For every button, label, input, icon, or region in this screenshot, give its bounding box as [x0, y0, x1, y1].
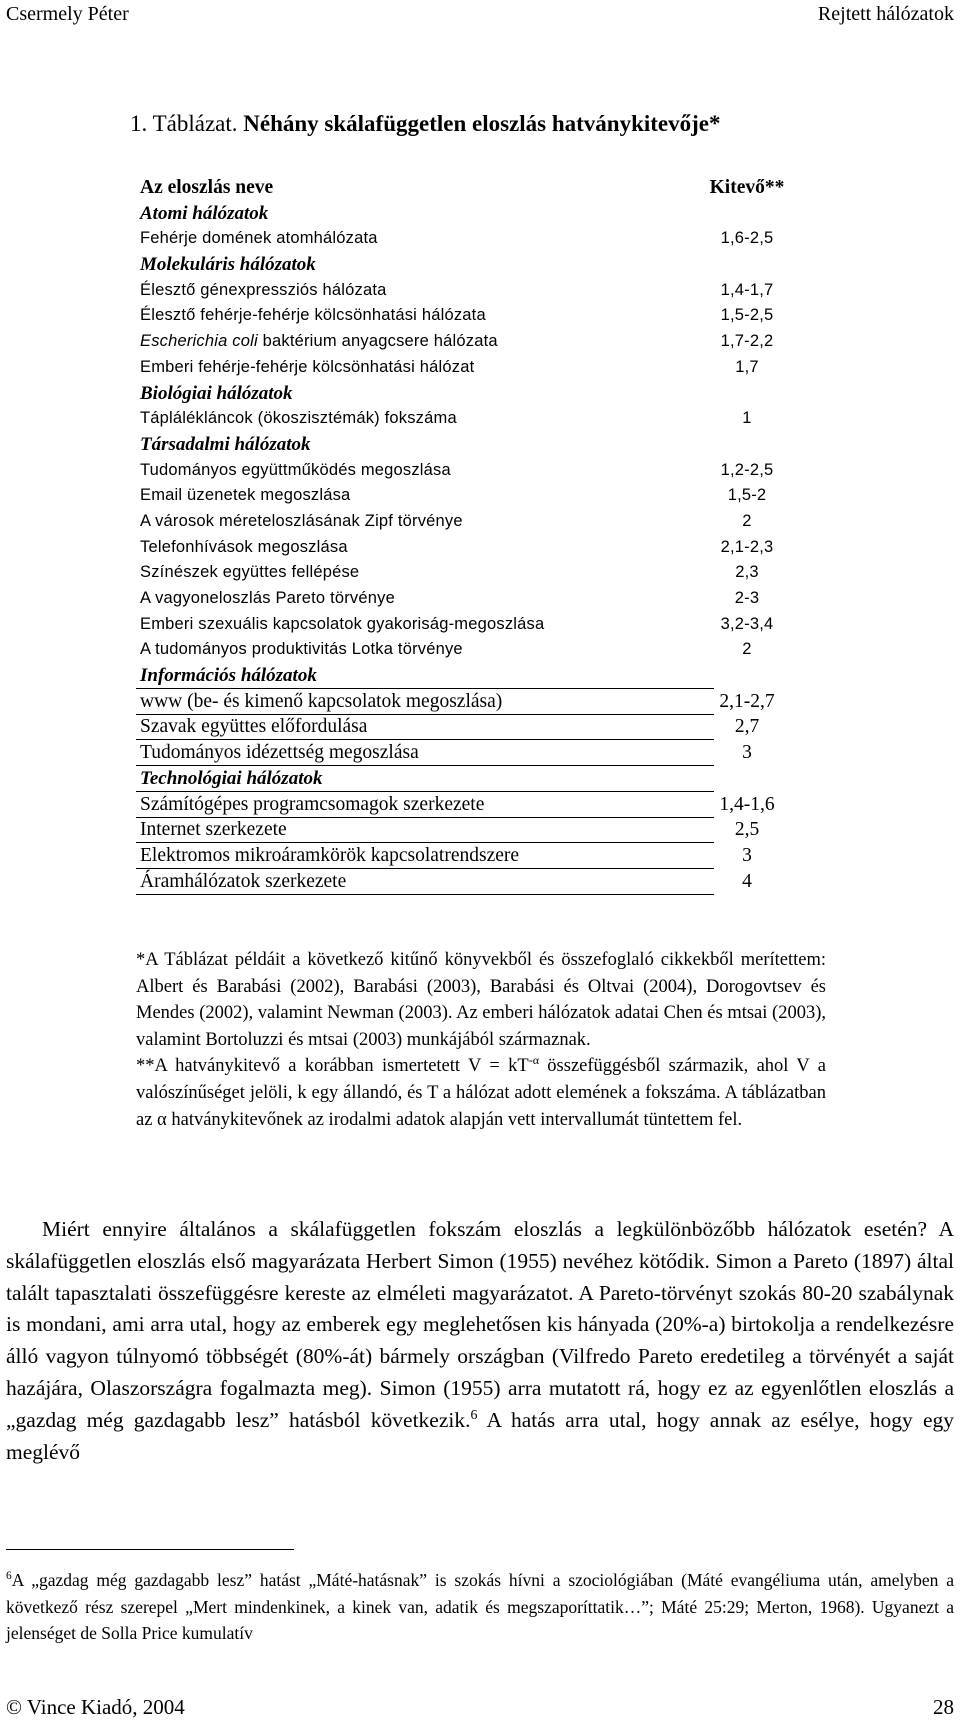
page-header-title: Rejtett hálózatok — [817, 3, 954, 25]
distribution-name: Tudományos együttműködés megoszlása — [140, 460, 451, 479]
exponent-value: 1,6-2,5 — [720, 229, 774, 248]
table-row — [136, 535, 826, 561]
distribution-name-rest: baktérium anyagcsere hálózata — [257, 332, 498, 351]
distribution-name: A városok méreteloszlásának Zipf törvénye — [140, 511, 463, 530]
category-label: Technológiai hálózatok — [140, 767, 323, 789]
exponent-value: 2,1-2,3 — [720, 537, 774, 556]
exponent-value: 2,1-2,7 — [719, 690, 775, 712]
table-row — [136, 689, 826, 715]
exponent-value: 1,4-1,6 — [719, 793, 775, 815]
distribution-name: Emberi fehérje-fehérje kölcsönhatási hálózat — [140, 357, 475, 376]
table-caption — [130, 111, 721, 137]
table-row — [136, 817, 826, 843]
distribution-name: Élesztő génexpressziós hálózata — [140, 280, 387, 299]
table-row — [136, 637, 826, 663]
note-exponent-part-a: **A hatványkitevő a korábban ismertetett V = kT — [136, 1056, 529, 1077]
footnote — [6, 1567, 954, 1647]
note-exponent-sup: -α — [528, 1053, 539, 1068]
footnote-number: 6 — [6, 1570, 12, 1583]
table-row — [136, 612, 826, 638]
table-category-row — [136, 381, 826, 407]
category-label: Információs hálózatok — [140, 665, 317, 687]
column-header-name: Az eloszlás neve — [140, 177, 274, 198]
distribution-name: Táplálékláncok (ökoszisztémák) fokszáma — [140, 409, 457, 428]
page-footer-page-number: 28 — [933, 1695, 954, 1719]
exponent-value: 2,3 — [735, 563, 759, 582]
note-exponent-part-b: összefüggésből származik, ahol V a valószínűséget jelöli, k egy állandó, és T a hálózat adott elemének a fokszáma. A táblázatban az α hatványkitevőnek az irodalmi adatok alapján vett intervallumát tüntettem fel. — [136, 1056, 826, 1130]
distribution-name: Telefonhívások megoszlása — [140, 537, 348, 556]
category-label: Atomi hálózatok — [140, 202, 269, 224]
table-category-row — [136, 432, 826, 458]
distribution-name: Tudományos idézettség megoszlása — [140, 742, 419, 764]
column-header-exponent: Kitevő** — [709, 177, 785, 198]
exponent-value: 3,2-3,4 — [720, 614, 774, 633]
distribution-name: Emberi szexuális kapcsolatok gyakoriság-megoszlása — [140, 614, 545, 633]
exponent-value: 2 — [742, 511, 752, 530]
species-name: Escherichia coli — [140, 332, 258, 351]
page-footer-publisher: © Vince Kiadó, 2004 — [6, 1695, 185, 1719]
exponent-value: 3 — [742, 844, 752, 866]
distribution-name: www (be- és kimenő kapcsolatok megoszlása) — [140, 690, 503, 712]
distribution-name: Fehérje domének atomhálózata — [140, 229, 378, 248]
distribution-name: Internet szerkezete — [140, 819, 287, 841]
row-divider — [136, 894, 714, 895]
exponent-value: 2-3 — [734, 589, 760, 607]
exponent-value: 1,2-2,5 — [720, 460, 774, 479]
table-row — [136, 869, 826, 895]
table-body — [136, 201, 826, 895]
exponent-value: 1 — [742, 409, 752, 428]
category-label: Társadalmi hálózatok — [140, 433, 311, 455]
caption-prefix: 1. Táblázat. — [130, 111, 238, 136]
exponent-value: 2 — [742, 640, 752, 659]
table-row — [136, 792, 826, 818]
table-note-exponent — [136, 1053, 826, 1133]
exponent-value: 1,7-2,2 — [720, 332, 774, 351]
footnote-text-block — [6, 1567, 954, 1647]
exponent-value: 1,5-2 — [727, 486, 767, 505]
distribution-name: Áramhálózatok szerkezete — [140, 870, 347, 892]
distribution-name: Email üzenetek megoszlása — [140, 486, 351, 505]
distribution-name: A vagyoneloszlás Pareto törvénye — [140, 589, 395, 607]
exponent-value: 4 — [742, 870, 752, 892]
distribution-name — [140, 329, 498, 355]
exponent-table — [136, 175, 826, 894]
table-category-row — [136, 766, 826, 792]
table-category-row — [136, 252, 826, 278]
table-row — [136, 303, 826, 329]
category-label: Molekuláris hálózatok — [140, 254, 316, 276]
exponent-value: 1,7 — [735, 357, 759, 376]
table-row — [136, 843, 826, 869]
page-header-author: Csermely Péter — [6, 3, 129, 25]
table-row — [136, 226, 826, 252]
table-notes — [136, 947, 826, 1133]
table-row — [136, 458, 826, 484]
caption-title: Néhány skálafüggetlen eloszlás hatványkitevője* — [243, 111, 721, 136]
distribution-name: Élesztő fehérje-fehérje kölcsönhatási hálózata — [140, 306, 486, 325]
category-label: Biológiai hálózatok — [140, 382, 293, 404]
exponent-value: 2,5 — [734, 819, 760, 841]
paragraph-part-b: A hatás arra utal, hogy annak az esélye, hogy egy meglévő — [6, 1407, 954, 1464]
body-paragraph — [6, 1214, 954, 1468]
distribution-name: Elektromos mikroáramkörök kapcsolatrendszere — [140, 844, 520, 866]
table-row — [136, 329, 826, 355]
table-category-row — [136, 201, 826, 227]
table-category-row — [136, 663, 826, 689]
paragraph-text — [6, 1214, 954, 1468]
table-row — [136, 355, 826, 381]
table-header-row — [136, 175, 826, 201]
exponent-value: 1,4-1,7 — [720, 280, 774, 299]
distribution-name: A tudományos produktivitás Lotka törvénye — [140, 640, 463, 659]
exponent-value: 3 — [742, 742, 752, 764]
table-row — [136, 406, 826, 432]
table-row — [136, 586, 826, 612]
table-row — [136, 483, 826, 509]
exponent-value: 1,5-2,5 — [720, 306, 774, 325]
table-row — [136, 560, 826, 586]
footnote-reference[interactable]: 6 — [470, 1407, 478, 1423]
distribution-name: Számítógépes programcsomagok szerkezete — [140, 793, 485, 815]
table-note-sources: *A Táblázat példáit a következő kitűnő könyvekből és összefoglaló cikkekből merítettem: Albert és Barabási (2002), Barabási (2003), Barabási és Oltvai (2004), Dorogovtsev és Mendes (2002), valamint Newman (2003). Az emberi hálózatok adatai Chen és mtsai (2003), valamint Bortoluzzi és mtsai (2003) munkájából származnak. — [136, 950, 826, 1050]
paragraph-part-a: Miért ennyire általános a skálafüggetlen fokszám eloszlás a legkülönbözőbb hálózatok esetén? A skálafüggetlen eloszlás első magyarázata Herbert Simon (1955) nevéhez kötődik. Simon a Pareto (1897) által talált tapasztalati összefüggésre kereste az elméleti magyarázatot. A Pareto-törvényt szokás 80-20 szabálynak is mondani, ami arra utal, hogy az emberek egy meglehetősen kis hányada (20%-a) birtokolja a rendelkezésre álló vagyon túlnyomó többségét (80%-át) bármely országban (Vilfredo Pareto eredetileg a törvényét a saját hazájára, Olaszországra fogalmazta meg). Simon (1955) arra mutatott rá, hogy ez az egyenlőtlen eloszlás a „gazdag még gazdagabb lesz” hatásból következik. — [6, 1217, 954, 1432]
distribution-name: Színészek együttes fellépése — [140, 563, 360, 582]
table-row — [136, 509, 826, 535]
distribution-name: Szavak együttes előfordulása — [140, 716, 368, 738]
footnote-divider — [6, 1549, 294, 1550]
footnote-text: A „gazdag még gazdagabb lesz” hatást „Máté-hatásnak” is szokás hívni a szociológiában (Máté evangéliuma után, amelyben a következő rész szerepel „Mert mindenkinek, a kinek van, adatik és megszaporíttatik…”; Máté 25:29; Merton, 1968). Ugyanezt a jelenséget de Solla Price kumulatív — [6, 1570, 954, 1643]
table-row — [136, 278, 826, 304]
table-row — [136, 714, 826, 740]
exponent-value: 2,7 — [734, 716, 760, 738]
table-row — [136, 740, 826, 766]
